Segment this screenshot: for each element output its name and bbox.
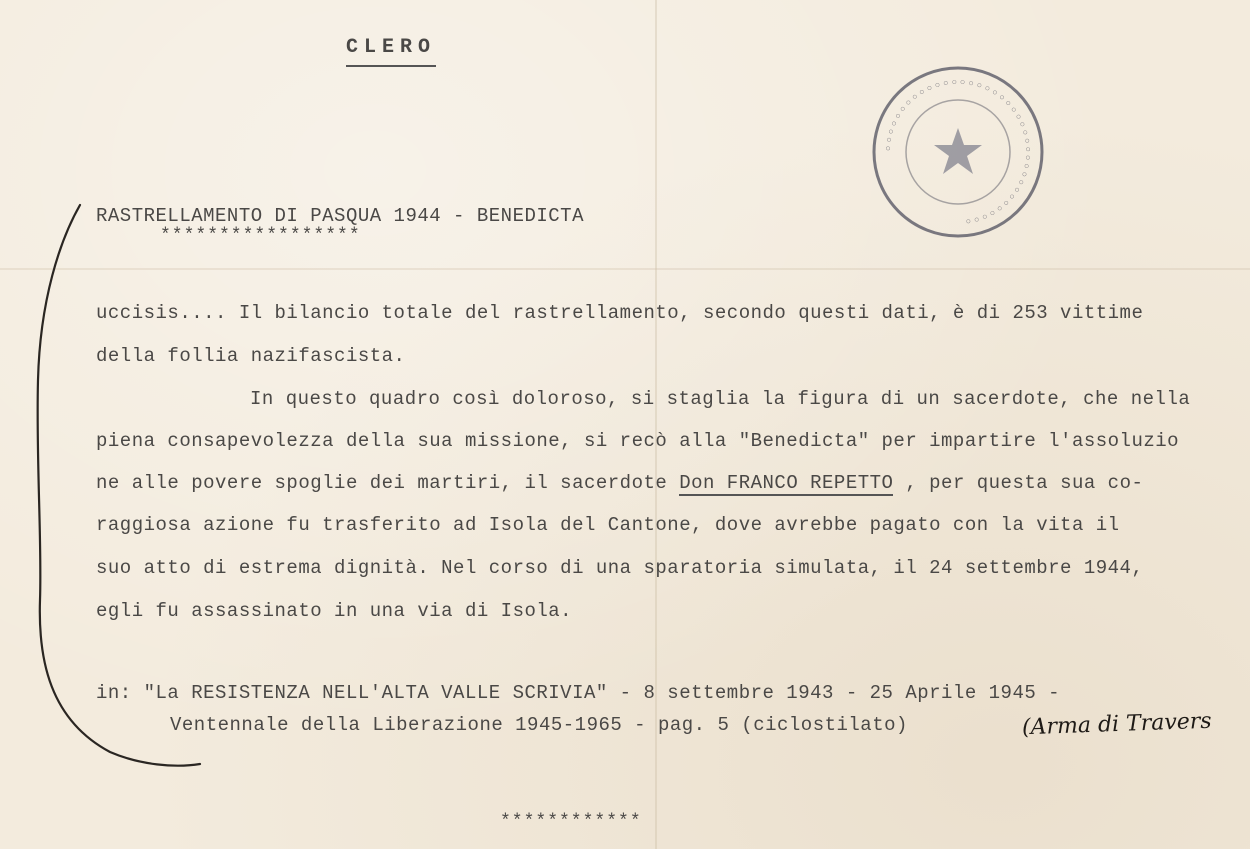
body-line-5-end: , per questa sua co- [905,472,1144,494]
document-title: RASTRELLAMENTO DI PASQUA 1944 - BENEDICTA [96,205,584,227]
priest-name: Don FRANCO REPETTO [679,472,894,494]
stamp-graphic [868,62,1048,242]
body-line-5-start: ne alle povere spoglie dei martiri, il sacerdote [96,472,668,494]
body-line-2: della follia nazifascista. [96,345,406,367]
star-icon [934,128,982,174]
body-line-5 [96,472,1143,494]
handwritten-note: (Arma di Travers [1021,708,1213,741]
body-line-8: egli fu assassinato in una via di Isola. [96,600,573,622]
source-citation-line-1: in: "La RESISTENZA NELL'ALTA VALLE SCRIVIA" - 8 settembre 1943 - 25 Aprile 1945 - [96,682,1061,704]
handwritten-margin-bracket [0,0,220,849]
circular-stamp [868,62,1048,247]
body-line-1: uccisis.... Il bilancio totale del rastrellamento, secondo questi dati, è di 253 vittime [96,302,1144,324]
svg-text:◦◦◦◦◦◦◦◦◦◦◦◦◦◦◦◦◦◦◦◦◦◦◦◦◦◦◦◦◦◦: ◦◦◦◦◦◦◦◦◦◦◦◦◦◦◦◦◦◦◦◦◦◦◦◦◦◦◦◦◦◦◦◦◦◦◦◦◦◦ [881,75,1035,228]
document-heading: CLERO [346,36,436,67]
source-citation-line-2: Ventennale della Liberazione 1945-1965 - pag. 5 (ciclostilato) [170,714,908,736]
bottom-dots: ************ [500,812,642,832]
body-line-3: In questo quadro così doloroso, si staglia la figura di un sacerdote, che nella [250,388,1191,410]
body-line-4: piena consapevolezza della sua missione, si recò alla "Benedicta" per impartire l'assoluzio [96,430,1180,452]
body-line-7: suo atto di estrema dignità. Nel corso di una sparatoria simulata, il 24 settembre 1944, [96,557,1144,579]
title-underline-dots: ***************** [160,226,361,246]
body-line-6: raggiosa azione fu trasferito ad Isola del Cantone, dove avrebbe pagato con la vita il [96,514,1120,536]
